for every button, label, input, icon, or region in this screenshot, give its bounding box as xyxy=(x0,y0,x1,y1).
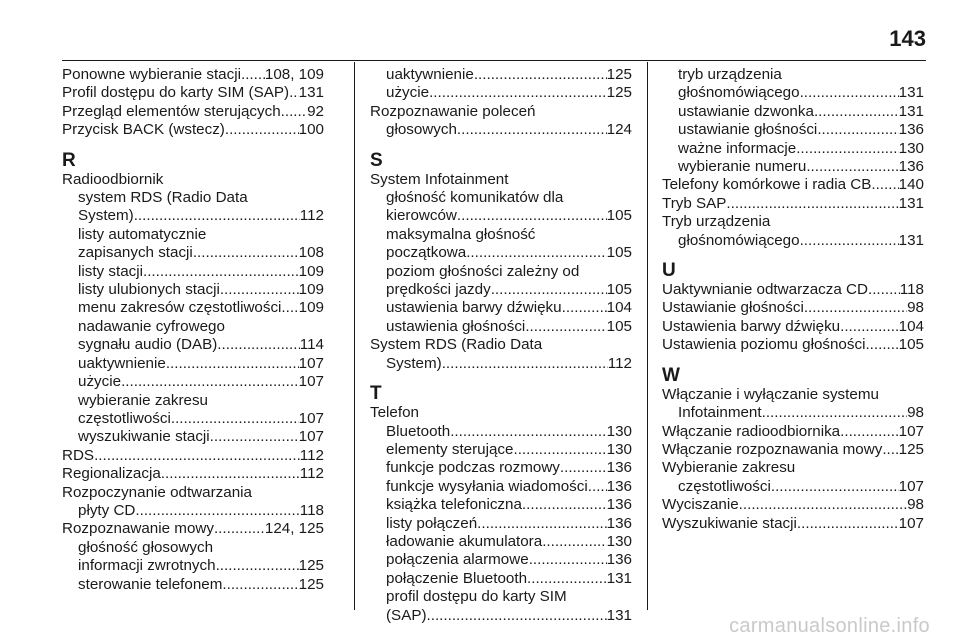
dot-leader xyxy=(427,607,607,625)
page-reference: 105 xyxy=(898,336,924,354)
dot-leader xyxy=(491,281,607,299)
page-reference: 100 xyxy=(298,121,324,139)
entry-term: płyty CD xyxy=(78,501,136,519)
index-subentry xyxy=(62,299,324,317)
dot-leader xyxy=(771,478,899,496)
page-reference: 136 xyxy=(606,477,632,495)
entry-term: Przycisk BACK (wstecz) xyxy=(62,121,225,139)
index-entry xyxy=(662,496,924,514)
entry-term: głosowych xyxy=(386,121,457,139)
page-reference: 136 xyxy=(606,459,632,477)
dot-leader xyxy=(739,496,907,514)
dot-leader xyxy=(281,103,307,121)
entry-term: Telefony komórkowe i radia CB xyxy=(662,176,872,194)
page-reference: 112 xyxy=(299,465,324,483)
page-reference: 140 xyxy=(898,176,924,194)
dot-leader xyxy=(225,121,299,139)
entry-term: sygnału audio (DAB) xyxy=(78,336,218,354)
dot-leader xyxy=(588,478,607,496)
dot-leader xyxy=(245,66,265,84)
section-letter: T xyxy=(370,383,382,405)
entry-term: Wyszukiwanie stacji xyxy=(662,514,797,532)
index-subentry xyxy=(62,576,324,594)
dot-leader xyxy=(442,355,608,373)
entry-term: Wyciszanie xyxy=(662,496,739,514)
page-reference: 136 xyxy=(898,158,924,176)
entry-term: ustawianie dzwonka xyxy=(678,102,814,120)
dot-leader xyxy=(840,318,899,336)
entry-term: listy ulubionych stacji xyxy=(78,281,220,299)
entry-term: głośnomówiącego xyxy=(678,84,800,102)
dot-leader xyxy=(289,84,299,102)
index-subentry xyxy=(370,478,632,496)
dot-leader xyxy=(220,281,299,299)
entry-term: kierowców xyxy=(386,207,457,225)
page-reference: 92 xyxy=(307,102,324,120)
entry-term: System) xyxy=(78,207,134,225)
index-subentry xyxy=(370,244,632,262)
index-subentry xyxy=(662,140,924,158)
index-subentry xyxy=(62,557,324,575)
index-subentry xyxy=(370,318,632,336)
index-entry xyxy=(662,441,924,459)
page-reference: 130 xyxy=(606,532,632,550)
entry-term: Ustawienia poziomu głośności xyxy=(662,336,866,354)
index-subentry xyxy=(370,551,632,569)
entry-term: sterowanie telefonem xyxy=(78,575,223,593)
index-entry xyxy=(662,281,924,299)
dot-leader xyxy=(94,447,300,465)
dot-leader xyxy=(466,244,606,262)
page-reference: 107 xyxy=(898,477,924,495)
entry-term: Profil dostępu do karty SIM (SAP) xyxy=(62,84,290,102)
page-reference: 107 xyxy=(298,409,324,427)
entry-term: użycie xyxy=(78,373,122,391)
page-reference: 107 xyxy=(298,354,324,372)
dot-leader xyxy=(726,195,898,213)
index-subentry xyxy=(370,533,632,551)
index-subentry-text: poziom głośności zależny od xyxy=(386,262,580,280)
index-subentry xyxy=(370,496,632,514)
entry-term: ważne informacje xyxy=(678,139,797,157)
index-subentry xyxy=(370,66,632,84)
index-subentry-text: maksymalna głośność xyxy=(386,225,536,243)
index-entry-text: Tryb urządzenia xyxy=(662,213,771,231)
dot-leader xyxy=(562,299,607,317)
index-entry-text: Radioodbiornik xyxy=(62,170,164,188)
page-reference: 98 xyxy=(907,299,924,317)
index-subentry xyxy=(370,515,632,533)
page-reference: 118 xyxy=(299,501,324,519)
page-reference: 105 xyxy=(606,281,632,299)
entry-term: listy połączeń xyxy=(386,514,478,532)
page-number: 143 xyxy=(889,26,926,51)
index-subentry-text: nadawanie cyfrowego xyxy=(78,317,225,335)
index-subentry xyxy=(62,207,324,225)
page-reference: 136 xyxy=(606,496,632,514)
dot-leader xyxy=(429,84,607,102)
page-reference: 136 xyxy=(898,121,924,139)
column-divider xyxy=(354,62,355,610)
index-subentry xyxy=(62,428,324,446)
dot-leader xyxy=(161,465,300,483)
index-subentry xyxy=(662,103,924,121)
page-reference: 108, 109 xyxy=(264,66,324,83)
index-subentry xyxy=(62,355,324,373)
dot-leader xyxy=(216,557,299,575)
dot-leader xyxy=(797,515,899,533)
index-subentry xyxy=(370,355,632,373)
dot-leader xyxy=(450,423,606,441)
index-subentry xyxy=(370,299,632,317)
index-subentry xyxy=(662,232,924,250)
entry-term: Włączanie radioodbiornika xyxy=(662,422,841,440)
dot-leader xyxy=(882,441,898,459)
index-column-1 xyxy=(62,66,324,594)
dot-leader xyxy=(143,263,299,281)
page-reference: 112 xyxy=(299,207,324,225)
index-subentry-text: tryb urządzenia xyxy=(678,66,782,83)
entry-term: listy stacji xyxy=(78,262,143,280)
index-subentry xyxy=(370,121,632,139)
entry-term: połączenia alarmowe xyxy=(386,551,529,569)
index-subentry xyxy=(370,84,632,102)
page-reference: 105 xyxy=(606,317,632,335)
entry-term: zapisanych stacji xyxy=(78,244,193,262)
entry-term: Rozpoznawanie mowy xyxy=(62,520,214,538)
index-entry-text: Rozpoczynanie odtwarzania xyxy=(62,483,252,501)
index-subentry xyxy=(370,423,632,441)
index-entry xyxy=(62,465,324,483)
entry-term: wyszukiwanie stacji xyxy=(78,428,210,446)
dot-leader xyxy=(281,299,298,317)
page-reference: 109 xyxy=(298,281,324,299)
entry-term: Włączanie rozpoznawania mowy xyxy=(662,440,883,458)
entry-term: Infotainment xyxy=(678,404,762,422)
dot-leader xyxy=(513,441,606,459)
dot-leader xyxy=(121,373,299,391)
section-letter: W xyxy=(662,364,680,386)
page-reference: 109 xyxy=(298,299,324,317)
entry-term: ustawienia barwy dźwięku xyxy=(386,299,562,317)
dot-leader xyxy=(527,570,607,588)
dot-leader xyxy=(840,423,899,441)
dot-leader xyxy=(817,121,898,139)
entry-term: użycie xyxy=(386,84,430,102)
index-subentry-text: listy automatycznie xyxy=(78,225,207,243)
entry-term: książka telefoniczna xyxy=(386,496,522,514)
index-subentry xyxy=(370,570,632,588)
page-reference: 136 xyxy=(606,514,632,532)
entry-term: częstotliwości xyxy=(78,409,171,427)
dot-leader xyxy=(193,244,299,262)
index-entry xyxy=(662,299,924,317)
index-entry xyxy=(62,520,324,538)
dot-leader xyxy=(525,318,606,336)
column-divider xyxy=(647,62,648,610)
entry-term: ustawienia głośności xyxy=(386,317,526,335)
page-reference: 105 xyxy=(606,244,632,262)
entry-term: funkcje wysyłania wiadomości xyxy=(386,477,588,495)
entry-term: RDS xyxy=(62,446,95,464)
dot-leader xyxy=(171,410,299,428)
index-subentry xyxy=(62,244,324,262)
section-letter: U xyxy=(662,260,676,282)
page-reference: 107 xyxy=(898,422,924,440)
index-entry xyxy=(62,84,324,102)
index-subentry xyxy=(370,207,632,225)
page-reference: 124 xyxy=(606,121,632,139)
page-reference: 130 xyxy=(606,440,632,458)
entry-term: ładowanie akumulatora xyxy=(386,532,543,550)
index-entry xyxy=(62,103,324,121)
entry-term: połączenie Bluetooth xyxy=(386,569,528,587)
page-reference: 136 xyxy=(606,551,632,569)
page-reference: 109 xyxy=(298,262,324,280)
index-subentry xyxy=(370,459,632,477)
dot-leader xyxy=(529,551,607,569)
index-subentry xyxy=(62,263,324,281)
index-subentry-text: wybieranie zakresu xyxy=(78,391,208,409)
index-entry-text: System Infotainment xyxy=(370,170,509,188)
dot-leader xyxy=(210,428,299,446)
index-subentry xyxy=(62,502,324,520)
index-subentry-text: głośność głosowych xyxy=(78,538,214,556)
dot-leader xyxy=(222,576,298,594)
entry-term: System) xyxy=(386,354,442,372)
page-reference: 98 xyxy=(907,404,924,422)
index-entry xyxy=(662,195,924,213)
entry-term: głośnomówiącego xyxy=(678,231,800,249)
page-reference: 107 xyxy=(898,514,924,532)
entry-term: Ustawienia barwy dźwięku xyxy=(662,317,841,335)
index-entry-text: Wybieranie zakresu xyxy=(662,459,796,477)
index-entry xyxy=(662,176,924,194)
dot-leader xyxy=(522,496,607,514)
dot-leader xyxy=(796,140,898,158)
dot-leader xyxy=(560,459,607,477)
page-reference: 118 xyxy=(899,281,924,299)
page-reference: 112 xyxy=(299,446,324,464)
index-column-2 xyxy=(370,66,632,625)
page-reference: 104 xyxy=(606,299,632,317)
dot-leader xyxy=(214,520,265,538)
entry-term: ustawianie głośności xyxy=(678,121,818,139)
section-letter: S xyxy=(370,149,383,171)
index-subentry xyxy=(662,121,924,139)
page-reference: 114 xyxy=(299,336,324,354)
index-subentry xyxy=(662,158,924,176)
index-subentry xyxy=(62,410,324,428)
page-reference: 125 xyxy=(898,440,924,458)
entry-term: uaktywnienie xyxy=(386,66,474,83)
index-subentry-text: system RDS (Radio Data xyxy=(78,189,248,207)
dot-leader xyxy=(477,515,606,533)
page-reference: 131 xyxy=(898,194,924,212)
dot-leader xyxy=(804,299,907,317)
entry-term: uaktywnienie xyxy=(78,354,166,372)
index-subentry-text: głośność komunikatów dla xyxy=(386,189,564,207)
page-reference: 125 xyxy=(298,557,324,575)
index-entry-text: Rozpoznawanie poleceń xyxy=(370,102,536,120)
entry-term: Przegląd elementów sterujących xyxy=(62,102,281,120)
index-subentry xyxy=(662,478,924,496)
dot-leader xyxy=(762,404,908,422)
entry-term: Ponowne wybieranie stacji. xyxy=(62,66,246,83)
page-reference: 131 xyxy=(298,84,324,102)
dot-leader xyxy=(871,176,898,194)
entry-term: wybieranie numeru xyxy=(678,158,807,176)
entry-term: funkcje podczas rozmowy xyxy=(386,459,560,477)
index-subentry xyxy=(662,84,924,102)
page-reference: 131 xyxy=(898,84,924,102)
page-reference: 98 xyxy=(907,496,924,514)
index-subentry-text: profil dostępu do karty SIM xyxy=(386,588,567,606)
entry-term: początkowa xyxy=(386,244,467,262)
dot-leader xyxy=(166,355,299,373)
entry-term: Uaktywnianie odtwarzacza CD xyxy=(662,281,868,299)
entry-term: częstotliwości xyxy=(678,477,771,495)
index-entry-text: System RDS (Radio Data xyxy=(370,336,543,354)
entry-term: menu zakresów częstotliwości xyxy=(78,299,282,317)
dot-leader xyxy=(806,158,898,176)
page-reference: 125 xyxy=(606,66,632,83)
page-reference: 124, 125 xyxy=(264,520,324,538)
index-column-3 xyxy=(662,66,924,533)
index-entry-text: Telefon xyxy=(370,404,419,422)
page-reference: 108 xyxy=(298,244,324,262)
page-reference: 131 xyxy=(898,102,924,120)
entry-term: elementy sterujące xyxy=(386,440,514,458)
page-reference: 112 xyxy=(607,354,632,372)
index-entry xyxy=(62,447,324,465)
dot-leader xyxy=(457,121,607,139)
page-reference: 130 xyxy=(898,139,924,157)
index-entry xyxy=(62,66,324,84)
index-subentry xyxy=(662,404,924,422)
page-reference: 104 xyxy=(898,317,924,335)
entry-term: (SAP) xyxy=(386,606,427,624)
dot-leader xyxy=(800,84,899,102)
index-subentry xyxy=(370,441,632,459)
entry-term: Regionalizacja xyxy=(62,465,161,483)
dot-leader xyxy=(865,336,898,354)
page-reference: 125 xyxy=(606,84,632,102)
page-reference: 131 xyxy=(606,569,632,587)
page-reference: 107 xyxy=(298,373,324,391)
index-entry xyxy=(662,515,924,533)
header-rule xyxy=(62,60,926,61)
entry-term: Bluetooth xyxy=(386,422,451,440)
index-subentry xyxy=(370,607,632,625)
dot-leader xyxy=(474,66,607,84)
dot-leader xyxy=(542,533,606,551)
entry-term: Ustawianie głośności xyxy=(662,299,804,317)
page-reference: 105 xyxy=(606,207,632,225)
index-subentry xyxy=(62,281,324,299)
page-reference: 107 xyxy=(298,428,324,446)
dot-leader xyxy=(135,502,299,520)
page-reference: 131 xyxy=(606,606,632,624)
dot-leader xyxy=(800,232,899,250)
index-entry xyxy=(662,318,924,336)
index-entry xyxy=(662,336,924,354)
dot-leader xyxy=(814,103,899,121)
entry-term: prędkości jazdy xyxy=(386,281,491,299)
page-reference: 131 xyxy=(898,231,924,249)
dot-leader xyxy=(457,207,607,225)
index-entry xyxy=(62,121,324,139)
entry-term: informacji zwrotnych xyxy=(78,557,216,575)
index-subentry xyxy=(62,336,324,354)
index-subentry xyxy=(370,281,632,299)
entry-term: Tryb SAP xyxy=(662,194,727,212)
dot-leader xyxy=(217,336,299,354)
dot-leader xyxy=(134,207,300,225)
page-reference: 130 xyxy=(606,422,632,440)
dot-leader xyxy=(868,281,900,299)
index-entry-text: Włączanie i wyłączanie systemu xyxy=(662,385,879,403)
section-letter: R xyxy=(62,149,76,171)
watermark: carmanualsonline.info xyxy=(729,615,930,637)
index-subentry xyxy=(62,373,324,391)
page-reference: 125 xyxy=(298,575,324,593)
index-entry xyxy=(662,423,924,441)
